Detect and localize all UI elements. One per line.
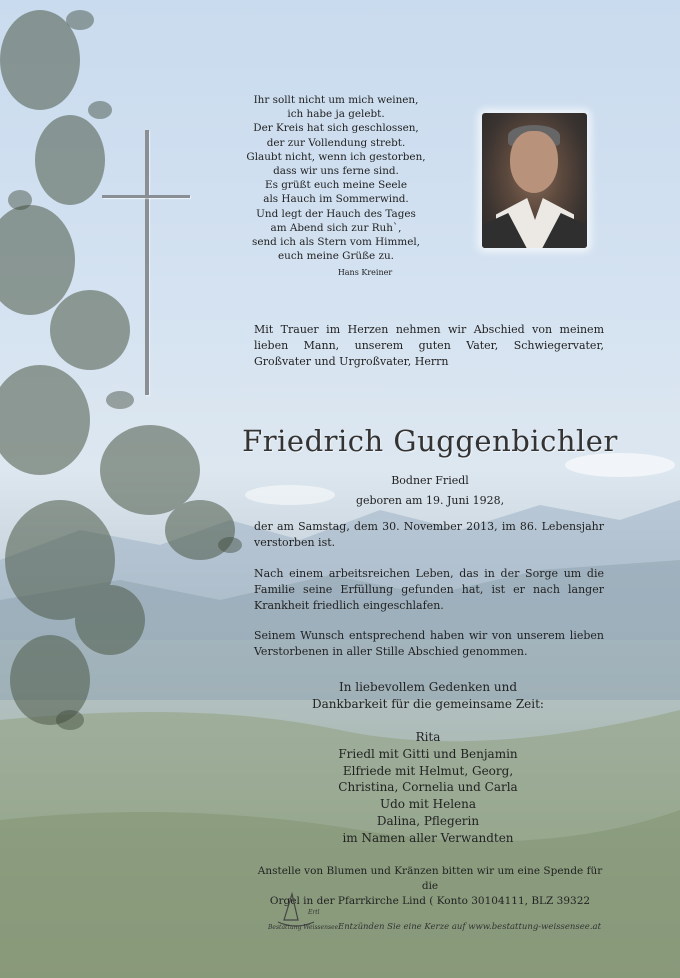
poem-line: ich habe ja gelebt. [287,108,385,121]
life-summary: Nach einem arbeitsreichen Leben, das in der Sorge um die Familie seine Erfüllung gefunden hat, ist er nach langer Krankheit friedlich eingeschlafen. [254,567,604,612]
birth-date: geboren am 19. Juni 1928, [355,494,505,507]
deceased-nickname: Bodner Friedl [391,474,469,487]
family-member: Friedl mit Gitti und Benjamin [338,746,518,761]
poem-line: als Hauch im Sommerwind. [263,193,409,206]
farewell-note: Seinem Wunsch entsprechend haben wir von unserem lieben Verstorbenen in aller Stille Abschied genommen. [254,629,604,658]
poem-line: Glaubt nicht, wenn ich gestorben, [246,150,426,163]
candle-link[interactable]: Entzünden Sie eine Kerze auf www.bestattung-weissensee.at [338,922,602,932]
poem-author: Hans Kreiner [337,268,393,277]
poem-line: Und legt der Hauch des Tages [256,207,416,220]
poem-line: Es grüßt euch meine Seele [265,179,407,192]
poem [230,93,442,263]
cross-horizontal-bar [102,195,190,198]
family-member: im Namen aller Verwandten [342,830,514,845]
logo-small-text: Ertl [308,909,320,916]
family-member: Udo mit Helena [379,797,477,812]
donation-line: Anstelle von Blumen und Kränzen bitten wir um eine Spende für die [257,865,603,892]
memory-line: In liebevollem Gedenken und [338,680,518,694]
family-member: Christina, Cornelia und Carla [338,780,518,795]
family-member: Rita [415,730,441,744]
poem-line: euch meine Grüße zu. [278,250,394,263]
family-member: Elfriede mit Helmut, Georg, [342,763,514,778]
death-notice: der am Samstag, dem 30. November 2013, im 86. Lebensjahr verstorben ist. [254,520,604,549]
intro-text: Mit Trauer im Herzen nehmen wir Abschied von meinem lieben Mann, unserem guten Vater, Schwiegervater, Großvater und Urgroßvater, Herrn [254,323,604,368]
family-member: Dalina, Pflegerin [376,813,480,828]
memory-heading [280,679,576,713]
funeral-home-name: Bestattung Weissensee [268,924,339,931]
memory-line: Dankbarkeit für die gemeinsame Zeit: [312,697,544,711]
cross-vertical-bar [145,130,149,395]
photo-face [510,131,558,193]
portrait-photo [482,113,587,248]
poem-line: dass wir uns ferne sind. [273,165,399,178]
poem-line: der zur Vollendung strebt. [266,136,406,149]
donation-line: Orgel in der Pfarrkirche Lind ( Konto 30104111, BLZ 39322 [269,895,591,907]
poem-line: am Abend sich zur Ruh`, [270,221,402,234]
poem-line: Der Kreis hat sich geschlossen, [253,122,419,135]
deceased-name: Friedrich Guggenbichler [242,424,618,458]
family-list [280,729,576,847]
poem-line: send ich als Stern vom Himmel, [252,236,420,249]
poem-line: Ihr sollt nicht um mich weinen, [253,94,419,106]
